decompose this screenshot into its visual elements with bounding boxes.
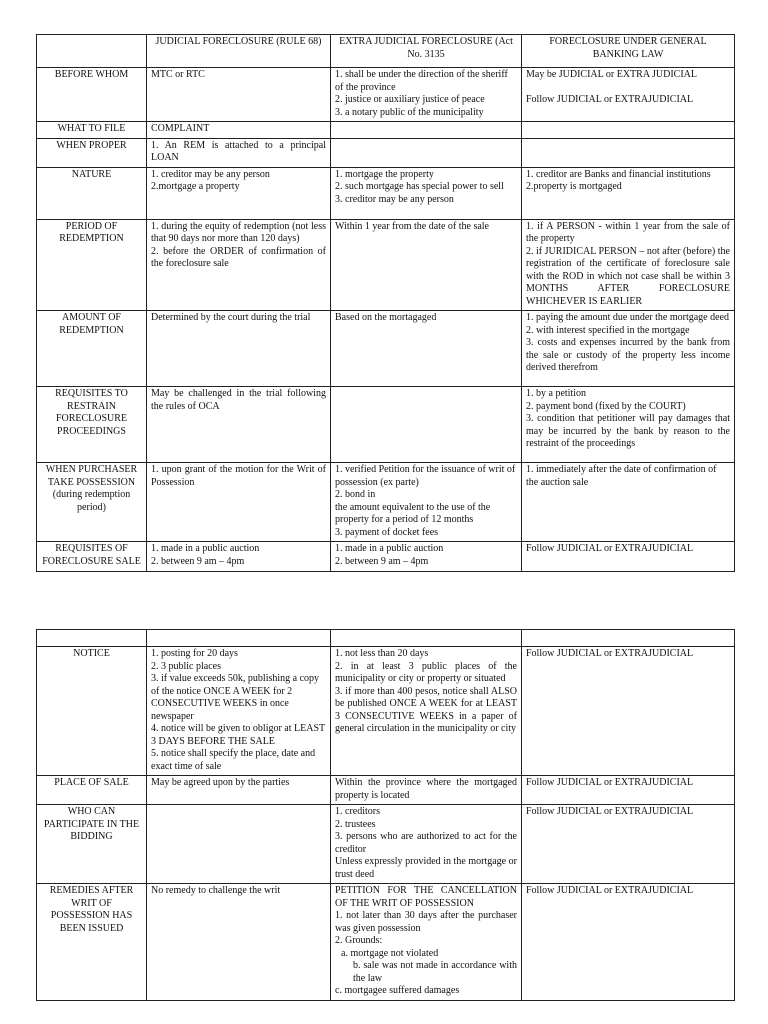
cell-line: PETITION FOR THE CANCELLATION OF THE WRIT OF POSSESSION [335, 885, 517, 909]
cell-line: 1. paying the amount due under the mortgage deed [526, 312, 729, 323]
banking-cell [522, 647, 735, 776]
cell-line: Follow JUDICIAL or EXTRAJUDICIAL [526, 885, 694, 896]
banking-cell [522, 311, 735, 387]
table-header-row [37, 35, 735, 68]
extrajudicial-cell [331, 122, 522, 139]
cell-line: 3. if more than 400 pesos, notice shall ALSO be published ONCE A WEEK for at LEAST 3 CONSECUTIVE WEEKS in a paper of general circulation in the municipality or city [335, 685, 517, 734]
cell-line: Determined by the court during the trial [151, 312, 311, 323]
cell-line: No remedy to challenge the writ [151, 885, 281, 896]
cell-line: 1. An REM is attached to a principal LOAN [151, 139, 326, 163]
cell-line: 3. persons who are authorized to act for the creditor [335, 831, 517, 855]
cell-line: MTC or RTC [151, 69, 205, 80]
extrajudicial-cell [331, 387, 522, 463]
table-row [37, 884, 735, 1001]
banking-cell [522, 387, 735, 463]
extrajudicial-cell [331, 884, 522, 1001]
judicial-cell [147, 776, 331, 805]
cell-line: 2. Grounds: [335, 935, 383, 946]
cell-line: 2. in at least 3 public places of the municipality or city or property or situated [335, 660, 517, 684]
banking-cell [522, 776, 735, 805]
row-label: NATURE [37, 167, 147, 219]
cell-line: Within 1 year from the date of the sale [335, 220, 489, 232]
judicial-cell [147, 463, 331, 542]
table-row [37, 311, 735, 387]
banking-cell [522, 542, 735, 572]
banking-cell [522, 138, 735, 167]
extrajudicial-cell [331, 805, 522, 884]
judicial-cell [147, 647, 331, 776]
cell-line: 3. a notary public of the municipality [335, 106, 484, 118]
extrajudicial-cell [331, 542, 522, 572]
cell-line: 1. made in a public auction [335, 543, 444, 554]
cell-line: 1. creditors [335, 806, 380, 817]
row-label: WHAT TO FILE [37, 122, 147, 139]
judicial-cell [147, 68, 331, 122]
cell-line: 2. justice or auxiliary justice of peace [335, 94, 485, 105]
blank-cell [37, 630, 147, 647]
cell-line: Follow JUDICIAL or EXTRAJUDICIAL [526, 93, 694, 105]
banking-cell [522, 884, 735, 1001]
cell-line: 1. creditor may be any person [151, 168, 270, 180]
cell-line: Based on the mortagaged [335, 312, 437, 323]
banking-cell [522, 68, 735, 122]
table-row [37, 805, 735, 884]
cell-line: 2.property is mortgaged [526, 181, 622, 192]
cell-line: 1. if A PERSON - within 1 year from the sale of the property [526, 220, 730, 244]
row-label: NOTICE [37, 647, 147, 776]
banking-cell [522, 167, 735, 219]
cell-line: 2. 3 public places [151, 660, 221, 672]
judicial-cell [147, 805, 331, 884]
judicial-cell [147, 167, 331, 219]
row-label: BEFORE WHOM [37, 68, 147, 122]
cell-line: 2. between 9 am – 4pm [151, 555, 245, 567]
table-row [37, 68, 735, 122]
cell-line: 5. notice shall specify the place, date and exact time of sale [151, 748, 316, 772]
row-label: AMOUNT OF REDEMPTION [37, 311, 147, 387]
header-general-banking: FORECLOSURE UNDER GENERAL BANKING LAW [522, 35, 735, 68]
extrajudicial-cell [331, 647, 522, 776]
cell-line: b. sale was not made in accordance with the law [353, 960, 517, 984]
judicial-cell [147, 387, 331, 463]
cell-line: May be JUDICIAL or EXTRA JUDICIAL [526, 69, 697, 80]
row-label: REQUISITES OF FORECLOSURE SALE [37, 542, 147, 572]
cell-line: 1. creditor are Banks and financial institutions [526, 168, 711, 180]
cell-line: 1. immediately after the date of confirmation of the auction sale [526, 464, 717, 488]
cell-line: May be agreed upon by the parties [151, 777, 290, 788]
table-row [37, 542, 735, 572]
cell-line: Within the province where the mortgaged property is located [335, 777, 517, 801]
blank-cell [331, 630, 522, 647]
foreclosure-table-1 [36, 34, 735, 572]
table-row [37, 167, 735, 219]
cell-line [526, 82, 730, 94]
table-row [37, 463, 735, 542]
row-label: WHEN PURCHASER TAKE POSSESSION (during redemption period) [37, 463, 147, 542]
blank-cell [522, 630, 735, 647]
cell-line: c. mortgagee suffered damages [335, 985, 460, 996]
cell-line: 3. creditor may be any person [335, 193, 454, 205]
cell-line: 3. costs and expenses incurred by the bank from the sale or custody of the property less income derived therefrom [526, 337, 730, 373]
extrajudicial-cell [331, 219, 522, 311]
cell-line: 1. not less than 20 days [335, 648, 429, 659]
blank-cell [147, 630, 331, 647]
table-row [37, 387, 735, 463]
cell-line: 3. payment of docket fees [335, 526, 439, 538]
table-row [37, 122, 735, 139]
cell-line: 1. verified Petition for the issuance of writ of possession (ex parte) [335, 464, 516, 488]
judicial-cell [147, 311, 331, 387]
cell-line: May be challenged in the trial following the rules of OCA [151, 388, 326, 412]
foreclosure-table-2 [36, 629, 735, 1001]
banking-cell [522, 122, 735, 139]
extrajudicial-cell [331, 138, 522, 167]
extrajudicial-cell [331, 311, 522, 387]
cell-line: 2. if JURIDICAL PERSON – not after (before) the registration of the certificate of foreclosure sale with the ROD in which not case shall be within 3 MONTHS AFTER FORECLOSURE WHICHEVER IS EARLIER [526, 245, 730, 307]
judicial-cell [147, 138, 331, 167]
cell-line: 1. posting for 20 days [151, 648, 238, 659]
banking-cell [522, 219, 735, 311]
cell-line: 1. made in a public auction [151, 543, 260, 554]
row-label: REMEDIES AFTER WRIT OF POSSESSION HAS BEEN ISSUED [37, 884, 147, 1001]
cell-line: 2. between 9 am – 4pm [335, 555, 429, 567]
extrajudicial-cell [331, 68, 522, 122]
judicial-cell [147, 542, 331, 572]
blank-header-row [37, 630, 735, 647]
cell-line: 3. if value exceeds 50k, publishing a copy of the notice ONCE A WEEK for 2 CONSECUTIVE WEEKS in once newspaper [151, 673, 320, 722]
row-label: WHO CAN PARTICIPATE IN THE BIDDING [37, 805, 147, 884]
cell-line: Follow JUDICIAL or EXTRAJUDICIAL [526, 806, 694, 817]
extrajudicial-cell [331, 167, 522, 219]
row-label: REQUISITES TO RESTRAIN FORECLOSURE PROCEEDINGS [37, 387, 147, 463]
cell-line: the amount equivalent to the use of the property for a period of 12 months [335, 501, 491, 525]
cell-line: 2. payment bond (fixed by the COURT) [526, 400, 686, 412]
cell-line: Follow JUDICIAL or EXTRAJUDICIAL [526, 777, 694, 788]
table-row [37, 138, 735, 167]
cell-line: COMPLAINT [151, 123, 210, 134]
header-blank [37, 35, 147, 68]
extrajudicial-cell [331, 776, 522, 805]
cell-line: 1. mortgage the property [335, 168, 434, 180]
cell-line: a. mortgage not violated [341, 947, 439, 959]
row-label: WHEN PROPER [37, 138, 147, 167]
header-extrajudicial: EXTRA JUDICIAL FORECLOSURE (Act No. 3135 [331, 35, 522, 68]
cell-line: 2. such mortgage has special power to sell [335, 181, 504, 192]
row-label: PERIOD OF REDEMPTION [37, 219, 147, 311]
cell-line: 1. upon grant of the motion for the Writ of Possession [151, 464, 326, 488]
cell-line: 1. not later than 30 days after the purchaser was given possession [335, 910, 517, 934]
row-label: PLACE OF SALE [37, 776, 147, 805]
cell-line: 4. notice will be given to obligor at LEAST 3 DAYS BEFORE THE SALE [151, 723, 325, 747]
table-row [37, 219, 735, 311]
cell-line: Follow JUDICIAL or EXTRAJUDICIAL [526, 543, 694, 554]
cell-line: Unless expressly provided in the mortgage or trust deed [335, 856, 517, 880]
judicial-cell [147, 122, 331, 139]
cell-line: 1. shall be under the direction of the sheriff of the province [335, 69, 508, 93]
cell-line: 1. by a petition [526, 388, 586, 399]
table-row [37, 647, 735, 776]
judicial-cell [147, 219, 331, 311]
extrajudicial-cell [331, 463, 522, 542]
cell-line: 3. condition that petitioner will pay damages that may be incurred by the bank by reason to the restraint of the proceedings [526, 413, 730, 449]
judicial-cell [147, 884, 331, 1001]
cell-line: Follow JUDICIAL or EXTRAJUDICIAL [526, 648, 694, 659]
banking-cell [522, 805, 735, 884]
cell-line: 2. with interest specified in the mortgage [526, 324, 690, 336]
banking-cell [522, 463, 735, 542]
cell-line: 2. trustees [335, 818, 376, 830]
cell-line: 2.mortgage a property [151, 181, 240, 192]
table-row [37, 776, 735, 805]
cell-line: 2. before the ORDER of confirmation of the foreclosure sale [151, 245, 326, 269]
cell-line: 1. during the equity of redemption (not less that 90 days nor more than 120 days) [151, 220, 326, 244]
cell-line: 2. bond in [335, 489, 376, 500]
header-judicial: JUDICIAL FORECLOSURE (RULE 68) [147, 35, 331, 68]
